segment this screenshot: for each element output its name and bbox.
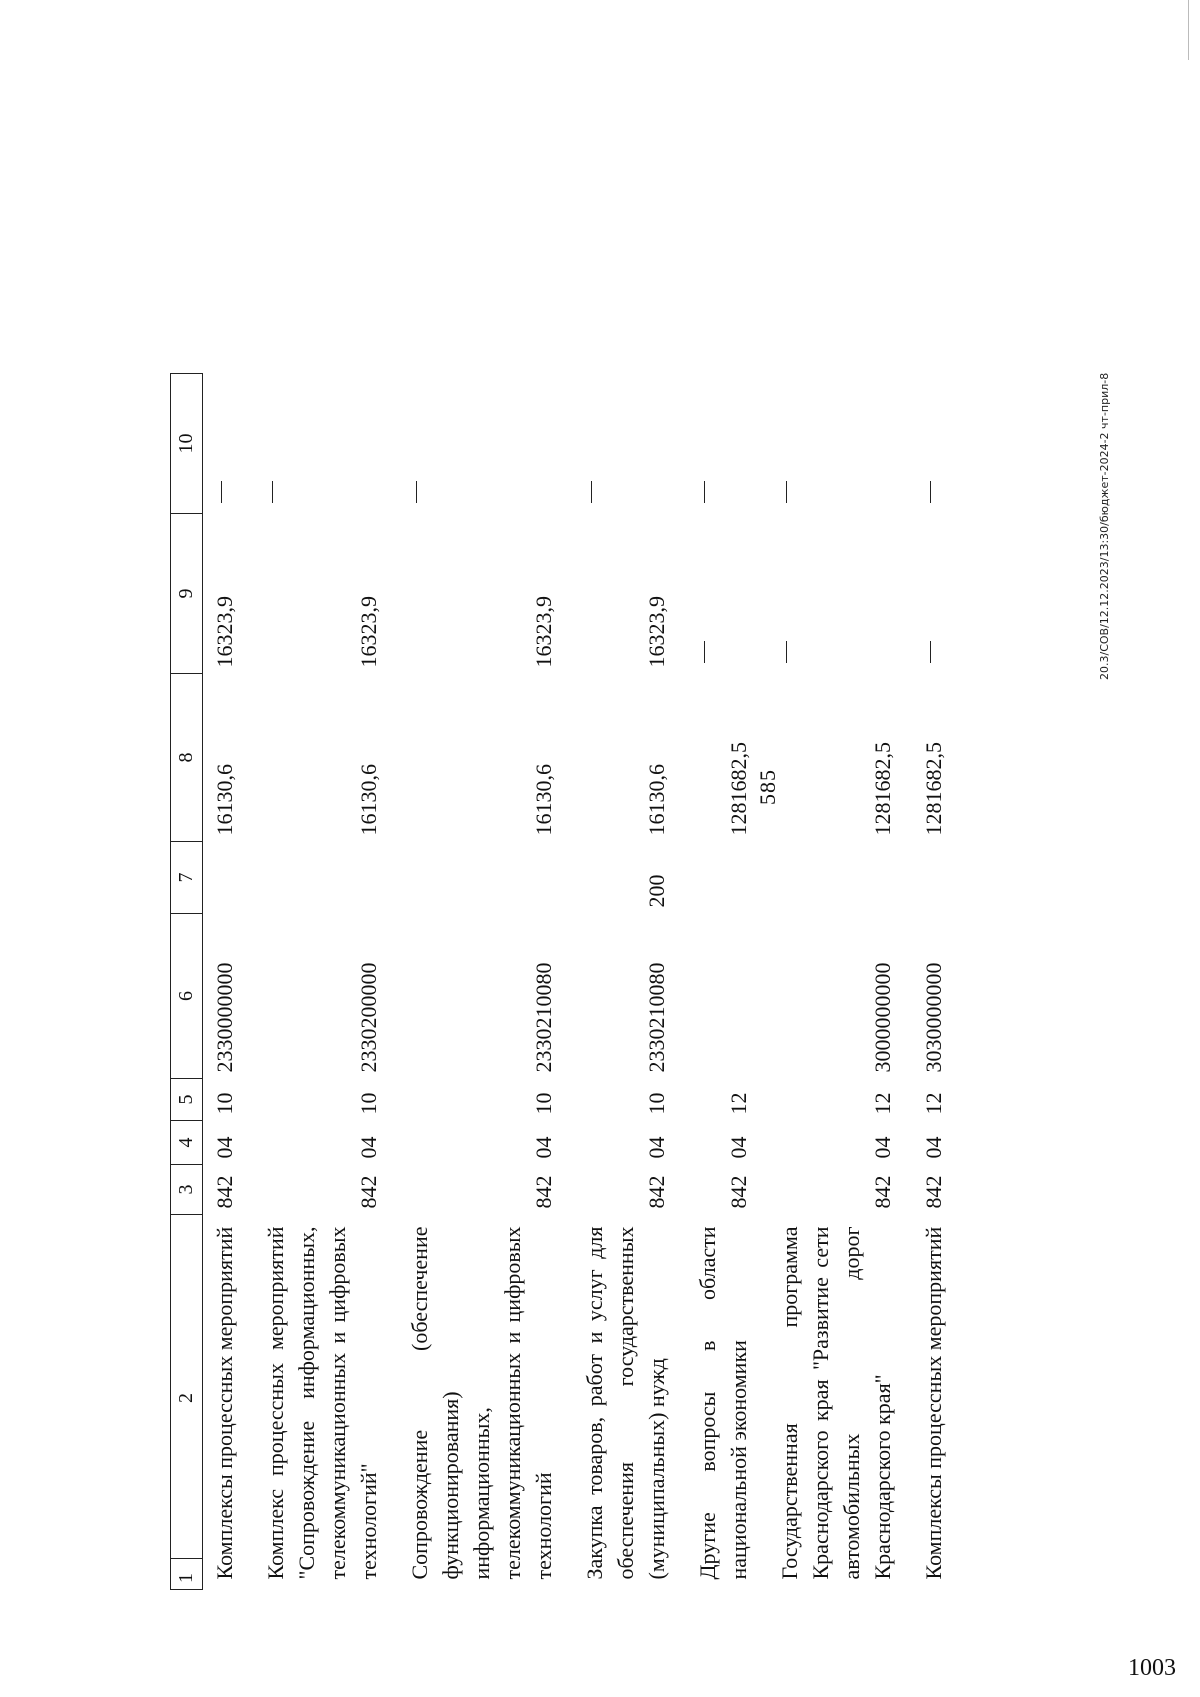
column-header: 7 [171,842,203,914]
cell-c8: 1281682,5 [726,742,751,836]
cell-c4: 04 [531,1136,556,1159]
dash-mark [786,642,787,664]
row-name: Государственная программа Краснодарского края "Развитие сети автомобильных дорог Краснодарского края" [777,1226,895,1580]
sheet-number: 1003 [1128,1655,1176,1681]
cell-c6: 3030000000 [921,962,946,1073]
column-header: 3 [171,1165,203,1215]
empty-value-dash [912,374,963,514]
empty-value-dash [573,374,686,514]
column-header: 6 [171,914,203,1079]
table-row [203,374,255,1590]
cell-c3: 842 [531,1175,556,1209]
table-row [912,374,963,1590]
table-header-row [171,374,203,1590]
table-row [573,374,686,1590]
dash-mark [704,642,705,664]
cell-c5: 10 [356,1092,381,1115]
cell-c5: 10 [212,1092,237,1115]
cell-c3: 842 [726,1175,751,1209]
scan-edge-line [1188,0,1189,60]
cell-c3: 842 [921,1175,946,1209]
dash-mark [786,482,787,504]
row-name: Комплекс процессных мероприятий "Сопровождение информационных, телекоммуникационных и цифровых технологий" [263,1226,381,1580]
file-stamp: 20.3/СОВ/12.12.2023/13:30/бюджет-2024-2 чт-прил-8 [1098,372,1111,680]
cell-c3: 842 [644,1175,669,1209]
cell-c7 [398,842,573,914]
cell-c6: 2330000000 [212,962,237,1073]
cell-c6: 2330210080 [531,962,556,1073]
row-name: Другие вопросы в области национальной экономики [695,1226,751,1580]
cell-c6: 3000000000 [870,962,895,1073]
row-name: Закупка товаров, работ и услуг для обеспечения государственных (муниципальных) нужд [582,1226,669,1580]
cell-c3: 842 [356,1175,381,1209]
column-header: 9 [171,514,203,674]
rotated-table-area [170,90,1190,1590]
row-name: Сопровождение (обеспечение функционирования) информационных, телекоммуникационных и цифровых технологий [407,1226,556,1580]
dash-mark [221,482,222,504]
cell-c8: 1281682,5 [921,742,946,836]
table-row [398,374,573,1590]
cell-c6: 2330210080 [644,962,669,1073]
budget-table [170,373,963,1590]
column-header-2: 2 [175,1393,197,1403]
cell-c4: 04 [212,1136,237,1159]
empty-value-dash [912,514,963,674]
cell-c6: 2330200000 [356,962,381,1073]
cell-c4: 04 [726,1136,751,1159]
empty-value-dash [768,374,912,514]
cell-c5: 10 [644,1092,669,1115]
dash-mark [272,482,273,504]
cell-c8: 16130,6 [212,764,237,836]
empty-value-dash [203,374,255,514]
page-number: 585 [755,769,780,805]
cell-c9: 16323,9 [644,596,669,668]
empty-value-dash [768,514,912,674]
cell-c5: 12 [921,1092,946,1115]
cell-c8: 16130,6 [531,764,556,836]
dash-mark [704,482,705,504]
column-header: 10 [171,374,203,514]
empty-value-dash [254,374,398,514]
column-header: 8 [171,674,203,842]
dash-mark [930,642,931,664]
cell-c5: 12 [726,1092,751,1115]
cell-c5: 10 [531,1092,556,1115]
cell-c3: 842 [212,1175,237,1209]
row-name: Комплексы процессных мероприятий [921,1226,946,1580]
column-header-1: 1 [171,1558,202,1583]
cell-c9: 16323,9 [356,596,381,668]
cell-c4: 04 [921,1136,946,1159]
empty-value-dash [686,374,768,514]
empty-value-dash [398,374,573,514]
column-header: 5 [171,1079,203,1121]
cell-c7 [912,842,963,914]
row-name: Комплексы процессных мероприятий [212,1226,237,1580]
cell-c4: 04 [356,1136,381,1159]
cell-c9: 16323,9 [212,596,237,668]
cell-c7 [203,842,255,914]
cell-c4: 04 [644,1136,669,1159]
cell-c4: 04 [870,1136,895,1159]
table-row [254,374,398,1590]
column-header [171,1215,203,1590]
cell-c9: 16323,9 [531,596,556,668]
cell-c7: 200 [644,874,669,908]
dash-mark [930,482,931,504]
column-header: 4 [171,1121,203,1165]
cell-c8: 16130,6 [644,764,669,836]
dash-mark [416,482,417,504]
table-row [768,374,912,1590]
cell-c7 [686,842,768,914]
empty-value-dash [686,514,768,674]
cell-c3: 842 [870,1175,895,1209]
cell-c7 [768,842,912,914]
cell-c5: 12 [870,1092,895,1115]
dash-mark [591,482,592,504]
cell-c7 [254,842,398,914]
cell-c6 [686,914,768,1079]
cell-c8: 1281682,5 [870,742,895,836]
table-row [686,374,768,1590]
cell-c8: 16130,6 [356,764,381,836]
